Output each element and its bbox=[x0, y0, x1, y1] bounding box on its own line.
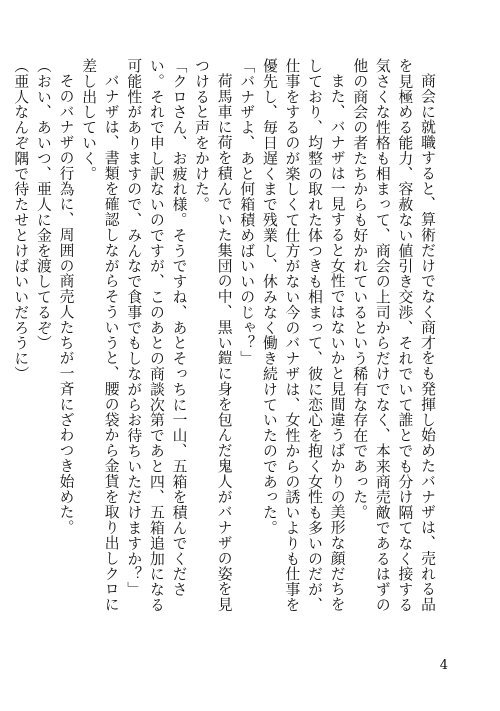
dialog-line-1: 「バナザよ、あと何箱積めばいいのじゃ？」 bbox=[238, 58, 256, 366]
paragraph-4: バナザは、書類を確認しながらそういうと、腰の袋から金貨を取り出しクロに差し出していく。 bbox=[80, 58, 120, 612]
whisper-line-1: （おい、あいつ、亜人に金を渡してるぞ） bbox=[34, 58, 52, 351]
dialog-line-2: 「クロさん、お疲れ様。そうですね、あとそっちに一山、五箱を積んでください。それで申し訳ないのですが、このあとの商談次第であと四、五箱追加になる可能性がありますので、みんなで食事でもしながらお待ちいただけますか？」 bbox=[125, 58, 188, 613]
whisper-line-2: （亜人なんぞ隅で待たせとけばいいだろうに） bbox=[12, 58, 30, 382]
page-number: 4 bbox=[439, 658, 448, 673]
paragraph-5: そのバナザの行為に、周囲の商売人たちが一斉にざわつき始めた。 bbox=[57, 72, 75, 535]
paragraph-2: また、バナザは一見すると女性ではないかと見間違うばかりの美形な顔だちをしており、均整の取れた体つきも相まって、彼に恋心を抱く女性も多いのだが、仕事をするのが楽しくて仕方がない今のバナザは、女性からの誘いよりも仕事を優先し、毎日遅くまで残業し、休みなく働き続けていたのであった。 bbox=[260, 58, 346, 613]
paragraph-3: 荷馬車に荷を積んでいた集団の中、黒い鎧に身を包んだ鬼人がバナザの姿を見つけると声をかけた。 bbox=[193, 58, 233, 612]
paragraph-1: 商会に就職すると、算術だけでなく商才をも発揮し始めたバナザは、売れる品を見極める能力、容赦ない値引き交渉、それでいて誰とでも分け隔てなく接する気さくな性格も相まって、商会の上司からだけでなく、本来商売敵であるはずの他の商会の者たちからも好かれているという稀有な存在であった。 bbox=[351, 58, 436, 613]
vertical-text-block bbox=[12, 58, 438, 618]
